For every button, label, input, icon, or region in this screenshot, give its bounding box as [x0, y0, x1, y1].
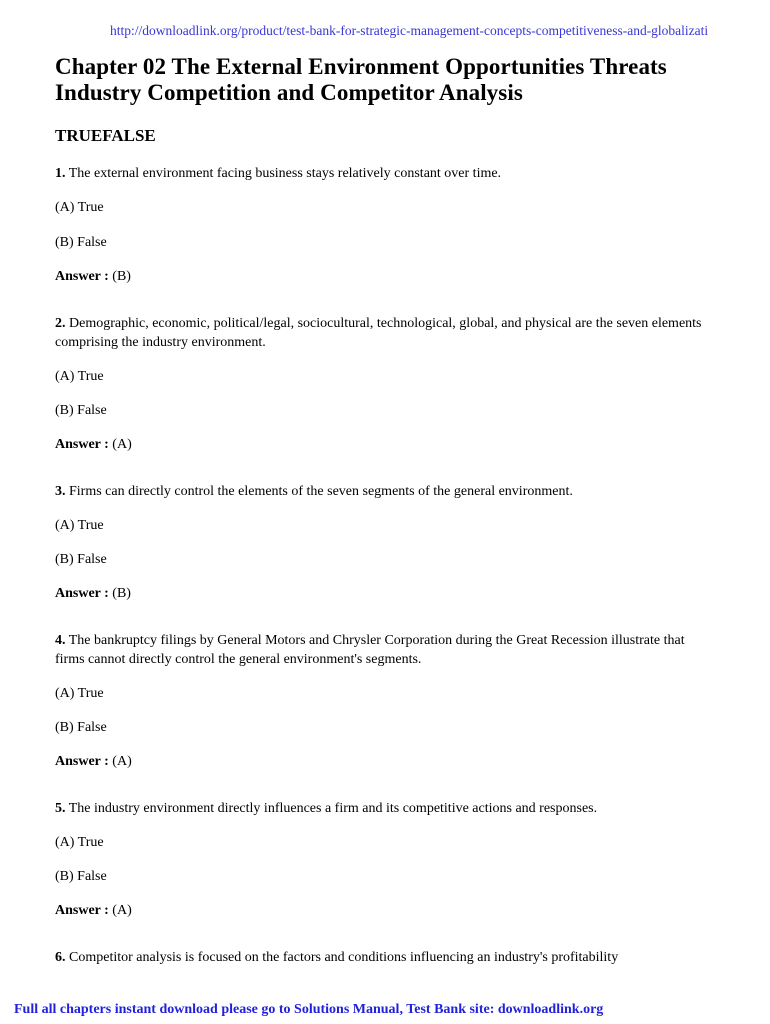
answer-value: (A) — [112, 753, 132, 769]
option-a: (A) True — [55, 200, 104, 216]
answer-label: Answer : — [55, 436, 109, 452]
option-b: (B) False — [55, 234, 107, 250]
option-b: (B) False — [55, 551, 107, 567]
question-2 — [55, 314, 715, 454]
question-text — [55, 631, 715, 669]
answer-label: Answer : — [55, 585, 109, 601]
answer-label: Answer : — [55, 753, 109, 769]
question-5 — [55, 799, 715, 920]
question-body: The bankruptcy filings by General Motors and Chrysler Corporation during the Great Recession illustrate that firms cannot directly control the general environment's segments. — [55, 632, 685, 667]
question-text — [55, 799, 715, 818]
section-heading-truefalse: TRUEFALSE — [55, 126, 156, 146]
answer-line — [55, 584, 715, 603]
answer-line — [55, 901, 715, 920]
answer-line — [55, 267, 715, 286]
answer-value: (A) — [112, 903, 132, 919]
question-number: 3. — [55, 483, 66, 499]
question-text — [55, 164, 715, 183]
question-4 — [55, 631, 715, 771]
question-text — [55, 482, 715, 501]
option-b: (B) False — [55, 719, 107, 735]
option-a: (A) True — [55, 368, 104, 384]
option-b: (B) False — [55, 869, 107, 885]
question-number: 6. — [55, 950, 66, 966]
option-a: (A) True — [55, 685, 104, 701]
answer-value: (A) — [112, 436, 132, 452]
product-page-link[interactable]: http://downloadlink.org/product/test-bank-for-strategic-management-concepts-competitiveness-and-globalizati — [110, 23, 709, 38]
answer-line — [55, 752, 715, 771]
header-link-row — [110, 23, 770, 39]
question-6 — [55, 948, 715, 967]
option-b: (B) False — [55, 402, 107, 418]
footer-download-link[interactable]: Full all chapters instant download please go to Solutions Manual, Test Bank site: downloadlink.org — [14, 1002, 604, 1017]
answer-line — [55, 435, 715, 454]
option-a: (A) True — [55, 835, 104, 851]
question-text — [55, 314, 715, 352]
document-content — [55, 54, 715, 982]
question-body: The external environment facing business stays relatively constant over time. — [68, 166, 502, 182]
answer-label: Answer : — [55, 268, 109, 284]
answer-value: (B) — [112, 268, 131, 284]
question-text — [55, 948, 715, 967]
question-number: 5. — [55, 801, 66, 816]
question-body: Firms can directly control the elements of the seven segments of the general environment. — [69, 483, 573, 499]
chapter-title: Chapter 02 The External Environment Opportunities Threats Industry Competition and Competitor Analysis — [55, 54, 667, 106]
question-body: The industry environment directly influences a firm and its competitive actions and responses. — [68, 801, 598, 816]
option-a: (A) True — [55, 517, 104, 533]
question-number: 1. — [55, 166, 66, 182]
question-number: 4. — [55, 632, 66, 648]
question-body: Demographic, economic, political/legal, sociocultural, technological, global, and physical are the seven elements comprising the industry environment. — [55, 315, 702, 350]
answer-label: Answer : — [55, 903, 109, 919]
footer-link-row — [14, 1002, 603, 1018]
question-body: Competitor analysis is focused on the factors and conditions influencing an industry's profitability — [69, 950, 619, 966]
question-1 — [55, 164, 715, 285]
question-number: 2. — [55, 315, 66, 331]
answer-value: (B) — [112, 585, 131, 601]
question-3 — [55, 482, 715, 603]
